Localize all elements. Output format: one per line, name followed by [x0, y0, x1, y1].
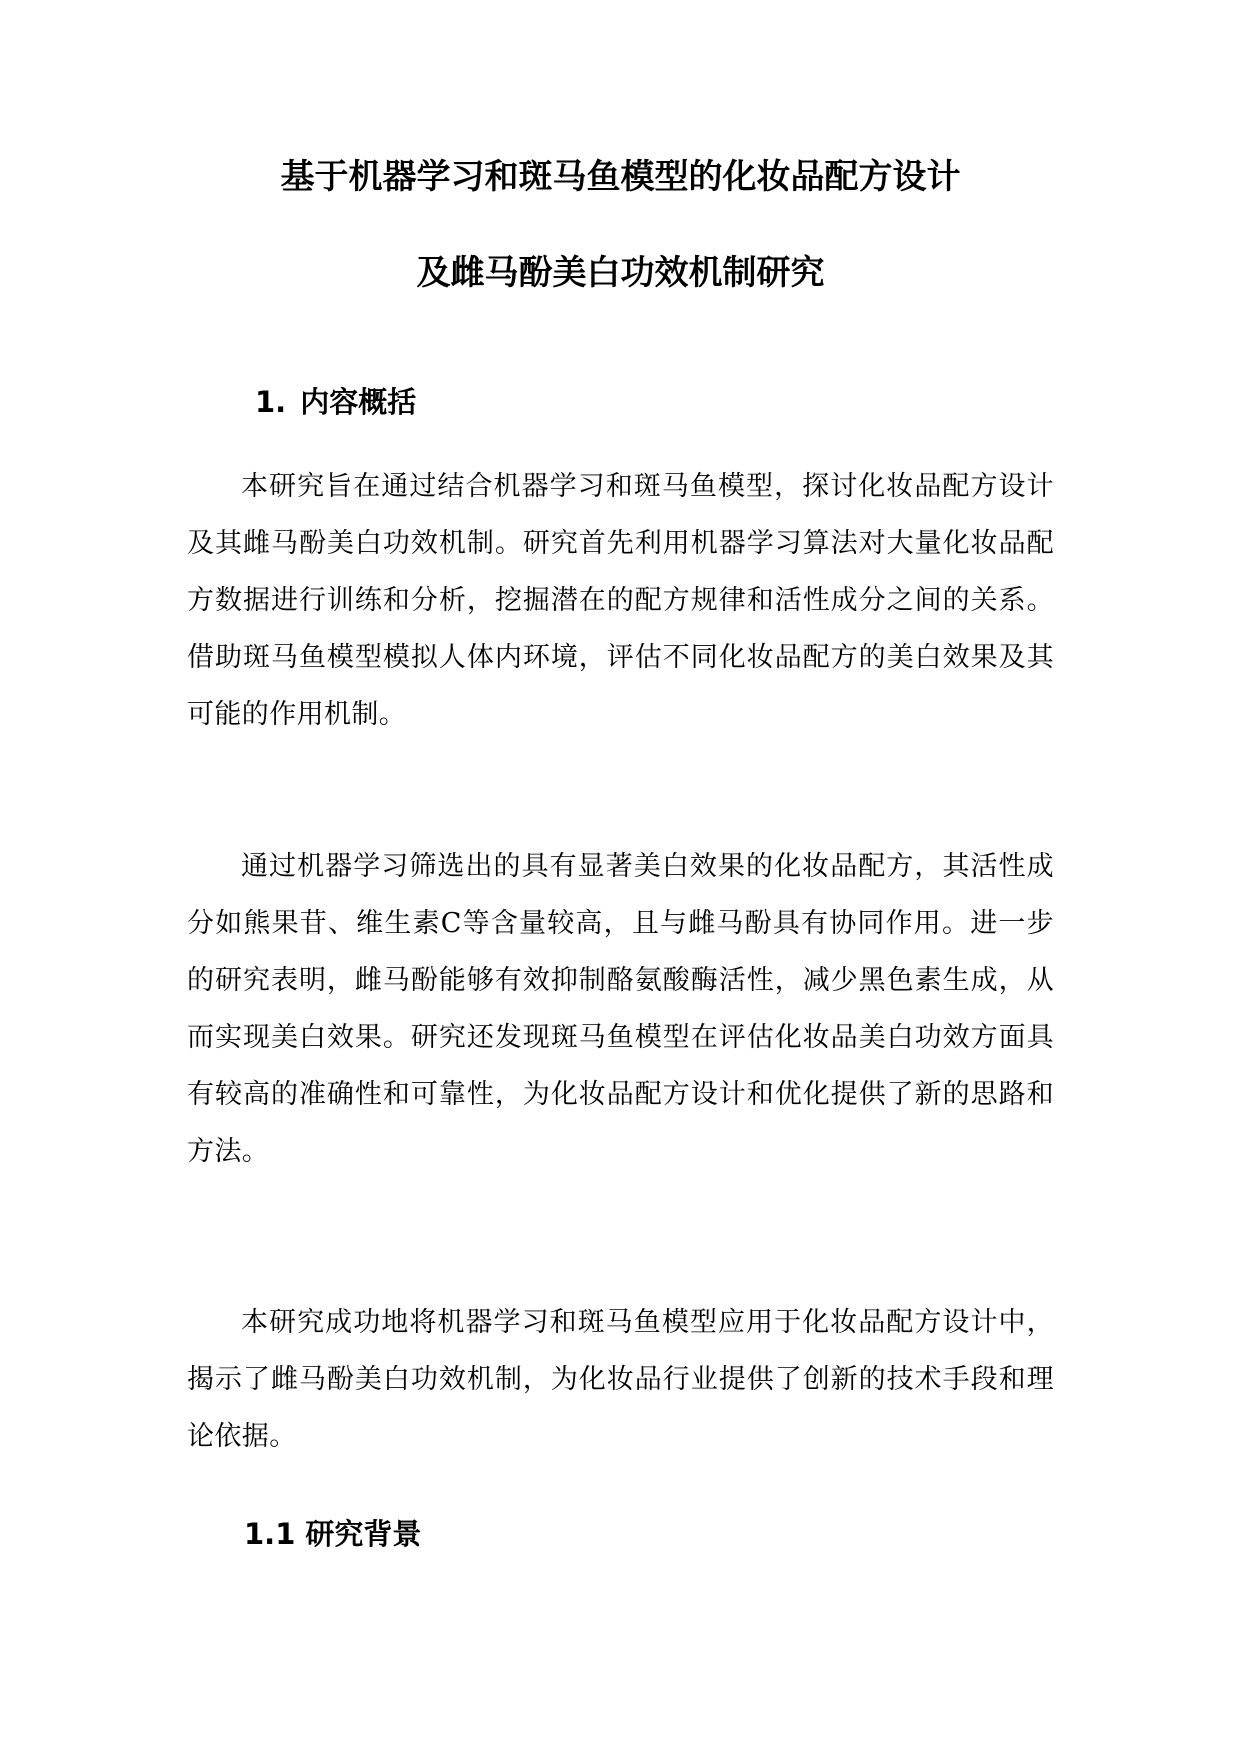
document-title-line-2: 及雌马酚美白功效机制研究 — [416, 253, 825, 293]
subsection-title: 研究背景 — [305, 1517, 422, 1551]
subsection-number: 1.1 — [244, 1517, 296, 1551]
section-title: 内容概括 — [300, 385, 417, 419]
section-number: 1. — [255, 385, 287, 419]
paragraph-1: 本研究旨在通过结合机器学习和斑马鱼模型，探讨化妆品配方设计及其雌马酚美白功效机制。研究首先利用机器学习算法对大量化妆品配方数据进行训练和分析，挖掘潜在的配方规律和活性成分之间的关系。借助斑马鱼模型模拟人体内环境，评估不同化妆品配方的美白效果及其可能的作用机制。 — [187, 471, 1054, 730]
paragraph-2: 通过机器学习筛选出的具有显著美白效果的化妆品配方，其活性成分如熊果苷、维生素C等含量较高，且与雌马酚具有协同作用。进一步的研究表明，雌马酚能够有效抑制酪氨酸酶活性，减少黑色素生成，从而实现美白效果。研究还发现斑马鱼模型在评估化妆品美白功效方面具有较高的准确性和可靠性，为化妆品配方设计和优化提供了新的思路和方法。 — [187, 851, 1054, 1167]
subsection-heading-1-1 — [244, 1514, 421, 1554]
section-heading-1 — [255, 382, 416, 422]
document-title-line-1: 基于机器学习和斑马鱼模型的化妆品配方设计 — [280, 157, 961, 197]
paragraph-3: 本研究成功地将机器学习和斑马鱼模型应用于化妆品配方设计中，揭示了雌马酚美白功效机制，为化妆品行业提供了创新的技术手段和理论依据。 — [187, 1307, 1054, 1452]
